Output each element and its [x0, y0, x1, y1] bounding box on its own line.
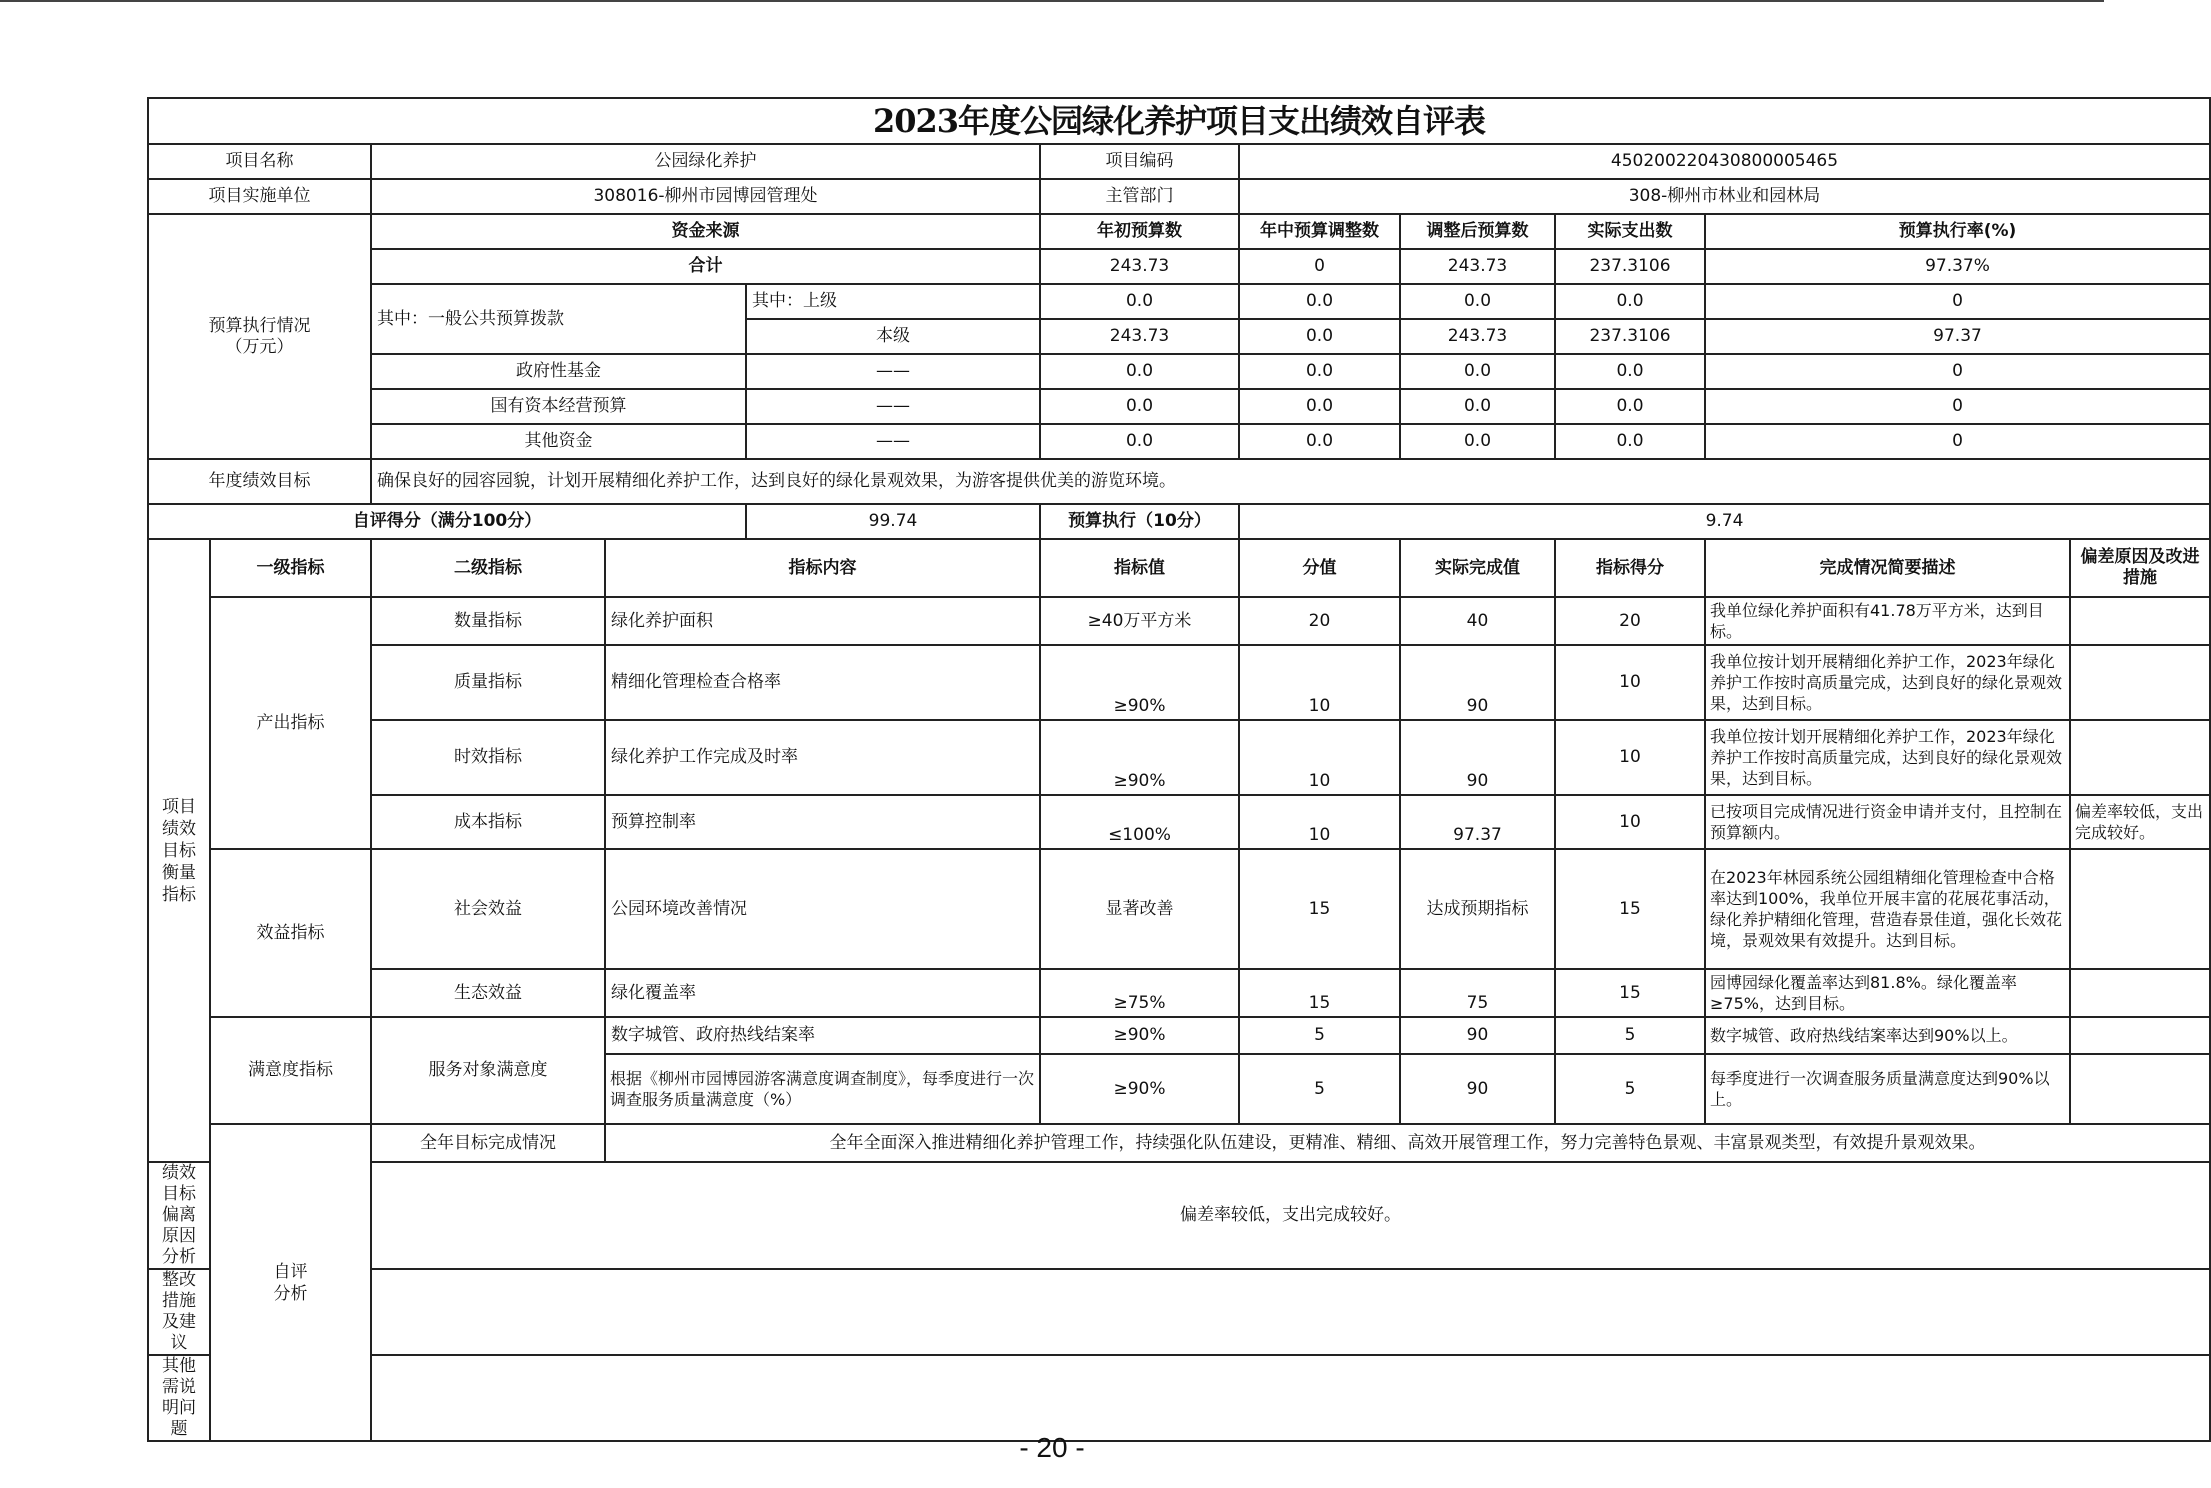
budget-local-adjusted: 243.73 — [1400, 319, 1555, 354]
self-score-value: 99.74 — [746, 504, 1040, 539]
indicator-section-label: 项目 绩效 目标 衡量 指标 — [148, 539, 210, 1162]
col-header-source: 资金来源 — [371, 214, 1040, 249]
table-row — [148, 597, 2210, 645]
benefit-indicator-label: 效益指标 — [210, 849, 371, 1017]
ind-desc: 在2023年林园系统公园组精细化管理检查中合格率达到100%，我单位开展丰富的花展花事活动，绿化养护精细化管理，营造春景佳道，强化长效花境，景观效果有效提升。达到目标。 — [1705, 849, 2070, 969]
budget-other-adjust: 0.0 — [1239, 424, 1400, 459]
ind-header-desc: 完成情况简要描述 — [1705, 539, 2070, 597]
project-name-label: 项目名称 — [148, 144, 371, 179]
ind-points: 5 — [1239, 1017, 1400, 1054]
budget-other-initial: 0.0 — [1040, 424, 1239, 459]
ind-actual: 90 — [1400, 645, 1555, 720]
ind-level2: 社会效益 — [371, 849, 605, 969]
ind-actual: 达成预期指标 — [1400, 849, 1555, 969]
budget-gov-fund-label: 政府性基金 — [371, 354, 746, 389]
ind-points: 10 — [1239, 795, 1400, 849]
ind-header-level1: 一级指标 — [210, 539, 371, 597]
department: 308-柳州市林业和园林局 — [1239, 179, 2210, 214]
ind-score: 5 — [1555, 1017, 1705, 1054]
budget-upper-actual: 0.0 — [1555, 284, 1705, 319]
budget-gov-fund-rate: 0 — [1705, 354, 2210, 389]
ind-target: ≥40万平方米 — [1040, 597, 1239, 645]
analysis-label: 全年目标完成情况 — [371, 1124, 605, 1162]
ind-reason — [2070, 1017, 2210, 1054]
ind-actual: 90 — [1400, 1017, 1555, 1054]
budget-local-adjust: 0.0 — [1239, 319, 1400, 354]
ind-score: 10 — [1555, 795, 1705, 849]
ind-target: ≥90% — [1040, 720, 1239, 795]
budget-total-adjust: 0 — [1239, 249, 1400, 284]
budget-state-capital-actual: 0.0 — [1555, 389, 1705, 424]
budget-gov-fund-actual: 0.0 — [1555, 354, 1705, 389]
col-header-initial: 年初预算数 — [1040, 214, 1239, 249]
ind-target: ≥90% — [1040, 1054, 1239, 1124]
ind-desc: 数字城管、政府热线结案率达到90%以上。 — [1705, 1017, 2070, 1054]
budget-gov-fund-adjust: 0.0 — [1239, 354, 1400, 389]
analysis-text — [371, 1269, 2210, 1355]
table-row — [148, 1017, 2210, 1054]
ind-reason — [2070, 645, 2210, 720]
output-indicator-label: 产出指标 — [210, 597, 371, 849]
budget-row-other — [148, 424, 2210, 459]
ind-score: 5 — [1555, 1054, 1705, 1124]
budget-row-upper — [148, 284, 2210, 319]
ind-points: 15 — [1239, 969, 1400, 1017]
budget-total-actual: 237.3106 — [1555, 249, 1705, 284]
ind-reason — [2070, 969, 2210, 1017]
ind-content: 根据《柳州市园博园游客满意度调查制度》，每季度进行一次调查服务质量满意度（%） — [605, 1054, 1040, 1124]
table-row — [148, 849, 2210, 969]
performance-evaluation-table — [147, 97, 2211, 1442]
budget-state-capital-adjust: 0.0 — [1239, 389, 1400, 424]
budget-other-label: 其他资金 — [371, 424, 746, 459]
ind-score: 10 — [1555, 720, 1705, 795]
budget-state-capital-initial: 0.0 — [1040, 389, 1239, 424]
ind-level2: 时效指标 — [371, 720, 605, 795]
ind-level2: 成本指标 — [371, 795, 605, 849]
ind-target: ≥75% — [1040, 969, 1239, 1017]
ind-actual: 90 — [1400, 720, 1555, 795]
budget-upper-initial: 0.0 — [1040, 284, 1239, 319]
ind-target: ≥90% — [1040, 1017, 1239, 1054]
ind-header-actual: 实际完成值 — [1400, 539, 1555, 597]
ind-desc: 我单位按计划开展精细化养护工作，2023年绿化养护工作按时高质量完成，达到良好的绿化景观效果，达到目标。 — [1705, 720, 2070, 795]
ind-desc: 我单位绿化养护面积有41.78万平方米，达到目标。 — [1705, 597, 2070, 645]
ind-level2: 服务对象满意度 — [371, 1017, 605, 1124]
budget-exec-score-value: 9.74 — [1239, 504, 2210, 539]
ind-header-reason: 偏差原因及改进措施 — [2070, 539, 2210, 597]
budget-state-capital-adjusted: 0.0 — [1400, 389, 1555, 424]
analysis-section-label: 自评 分析 — [210, 1124, 371, 1441]
ind-desc: 园博园绿化覆盖率达到81.8%。绿化覆盖率≥75%，达到目标。 — [1705, 969, 2070, 1017]
budget-total-label: 合计 — [371, 249, 1040, 284]
analysis-text: 偏差率较低，支出完成较好。 — [371, 1162, 2210, 1269]
ind-level2: 数量指标 — [371, 597, 605, 645]
col-header-adjusted: 调整后预算数 — [1400, 214, 1555, 249]
budget-row-gov-fund — [148, 354, 2210, 389]
ind-score: 20 — [1555, 597, 1705, 645]
ind-desc: 我单位按计划开展精细化养护工作，2023年绿化养护工作按时高质量完成，达到良好的绿化景观效果，达到目标。 — [1705, 645, 2070, 720]
budget-other-adjusted: 0.0 — [1400, 424, 1555, 459]
budget-row-state-capital — [148, 389, 2210, 424]
ind-actual: 75 — [1400, 969, 1555, 1017]
ind-reason — [2070, 1054, 2210, 1124]
budget-section-label: 预算执行情况 （万元） — [148, 214, 371, 459]
analysis-label: 其他需说明问题 — [148, 1355, 210, 1441]
ind-level2: 质量指标 — [371, 645, 605, 720]
budget-upper-label: 其中：上级 — [746, 284, 1040, 319]
ind-actual: 90 — [1400, 1054, 1555, 1124]
ind-actual: 40 — [1400, 597, 1555, 645]
budget-upper-rate: 0 — [1705, 284, 2210, 319]
budget-local-rate: 97.37 — [1705, 319, 2210, 354]
budget-row-total — [148, 249, 2210, 284]
ind-reason: 偏差率较低，支出完成较好。 — [2070, 795, 2210, 849]
department-label: 主管部门 — [1040, 179, 1239, 214]
ind-score: 10 — [1555, 645, 1705, 720]
ind-score: 15 — [1555, 969, 1705, 1017]
analysis-text — [371, 1355, 2210, 1441]
ind-points: 15 — [1239, 849, 1400, 969]
table-row — [148, 969, 2210, 1017]
ind-content: 绿化覆盖率 — [605, 969, 1040, 1017]
ind-header-content: 指标内容 — [605, 539, 1040, 597]
budget-state-capital-sub: —— — [746, 389, 1040, 424]
project-unit: 308016-柳州市园博园管理处 — [371, 179, 1040, 214]
ind-target: ≥90% — [1040, 645, 1239, 720]
budget-gov-fund-initial: 0.0 — [1040, 354, 1239, 389]
analysis-text: 全年全面深入推进精细化养护管理工作，持续强化队伍建设，更精准、精细、高效开展管理工作，努力完善特色景观、丰富景观类型，有效提升景观效果。 — [605, 1124, 2210, 1162]
ind-header-points: 分值 — [1239, 539, 1400, 597]
budget-local-label: 本级 — [746, 319, 1040, 354]
budget-upper-adjust: 0.0 — [1239, 284, 1400, 319]
table-title: 2023年度公园绿化养护项目支出绩效自评表 — [148, 98, 2210, 144]
ind-actual: 97.37 — [1400, 795, 1555, 849]
ind-points: 5 — [1239, 1054, 1400, 1124]
budget-general-label: 其中：一般公共预算拨款 — [371, 284, 746, 354]
ind-content: 绿化养护工作完成及时率 — [605, 720, 1040, 795]
ind-content: 预算控制率 — [605, 795, 1040, 849]
ind-points: 10 — [1239, 645, 1400, 720]
ind-target: ≤100% — [1040, 795, 1239, 849]
top-border-line — [0, 0, 2104, 2]
ind-level2: 生态效益 — [371, 969, 605, 1017]
ind-header-level2: 二级指标 — [371, 539, 605, 597]
col-header-actual: 实际支出数 — [1555, 214, 1705, 249]
budget-local-initial: 243.73 — [1040, 319, 1239, 354]
budget-other-sub: —— — [746, 424, 1040, 459]
satisfaction-indicator-label: 满意度指标 — [210, 1017, 371, 1124]
project-unit-label: 项目实施单位 — [148, 179, 371, 214]
budget-total-initial: 243.73 — [1040, 249, 1239, 284]
ind-content: 绿化养护面积 — [605, 597, 1040, 645]
budget-state-capital-label: 国有资本经营预算 — [371, 389, 746, 424]
ind-reason — [2070, 597, 2210, 645]
analysis-label: 绩效目标偏离原因分析 — [148, 1162, 210, 1269]
project-name: 公园绿化养护 — [371, 144, 1040, 179]
col-header-adjust: 年中预算调整数 — [1239, 214, 1400, 249]
project-code: 450200220430800005465 — [1239, 144, 2210, 179]
budget-exec-score-label: 预算执行（10分） — [1040, 504, 1239, 539]
ind-reason — [2070, 849, 2210, 969]
ind-target: 显著改善 — [1040, 849, 1239, 969]
budget-gov-fund-adjusted: 0.0 — [1400, 354, 1555, 389]
budget-gov-fund-sub: —— — [746, 354, 1040, 389]
ind-desc: 每季度进行一次调查服务质量满意度达到90%以上。 — [1705, 1054, 2070, 1124]
ind-points: 10 — [1239, 720, 1400, 795]
budget-total-adjusted: 243.73 — [1400, 249, 1555, 284]
annual-goal-text: 确保良好的园容园貌，计划开展精细化养护工作，达到良好的绿化景观效果，为游客提供优美的游览环境。 — [371, 459, 2210, 504]
ind-header-score: 指标得分 — [1555, 539, 1705, 597]
project-code-label: 项目编码 — [1040, 144, 1239, 179]
ind-score: 15 — [1555, 849, 1705, 969]
table-row — [148, 720, 2210, 795]
page-number: - 20 - — [1019, 1432, 1085, 1463]
ind-points: 20 — [1239, 597, 1400, 645]
budget-local-actual: 237.3106 — [1555, 319, 1705, 354]
self-score-label: 自评得分（满分100分） — [148, 504, 746, 539]
ind-content: 数字城管、政府热线结案率 — [605, 1017, 1040, 1054]
col-header-rate: 预算执行率(%) — [1705, 214, 2210, 249]
table-row — [148, 795, 2210, 849]
budget-upper-adjusted: 0.0 — [1400, 284, 1555, 319]
budget-state-capital-rate: 0 — [1705, 389, 2210, 424]
ind-reason — [2070, 720, 2210, 795]
budget-other-actual: 0.0 — [1555, 424, 1705, 459]
ind-content: 精细化管理检查合格率 — [605, 645, 1040, 720]
ind-header-target: 指标值 — [1040, 539, 1239, 597]
ind-content: 公园环境改善情况 — [605, 849, 1040, 969]
ind-desc: 已按项目完成情况进行资金申请并支付，且控制在预算额内。 — [1705, 795, 2070, 849]
table-row — [148, 645, 2210, 720]
budget-other-rate: 0 — [1705, 424, 2210, 459]
budget-total-rate: 97.37% — [1705, 249, 2210, 284]
analysis-label: 整改措施及建议 — [148, 1269, 210, 1355]
annual-goal-label: 年度绩效目标 — [148, 459, 371, 504]
